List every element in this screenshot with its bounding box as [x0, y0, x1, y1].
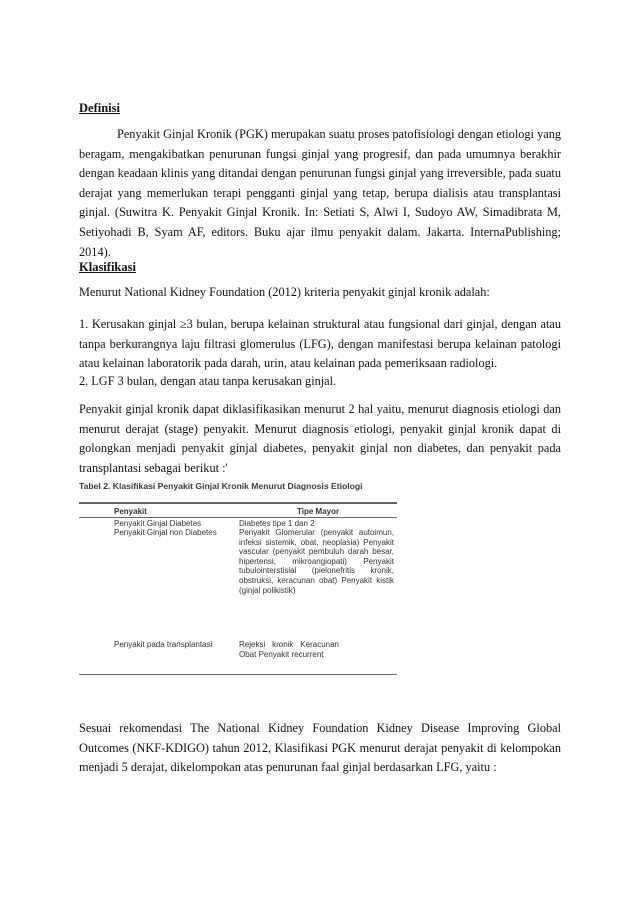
table-cell-non-diabetes: Penyakit Ginjal non Diabetes [114, 528, 217, 537]
klasifikasi-heading: Klasifikasi [79, 260, 136, 274]
rekomendasi-paragraph: Sesuai rekomendasi The National Kidney Foundation Kidney Disease Improving Global Outcomes (NKF-KDIGO) tahun 2012, Klasifikasi PGK menurut derajat penyakit di kelompokan menjadi 5 derajat, dikelompokan atas penurunan faal ginjal berdasarkan LFG, yaitu : [79, 721, 561, 775]
table-top-rule [79, 502, 397, 504]
criterion-2: 2. LGF 3 bulan, dengan atau tanpa kerusakan ginjal. [79, 374, 337, 388]
table-cell-diabetes: Penyakit Ginjal Diabetes [114, 519, 202, 528]
classification-paragraph: Penyakit ginjal kronik dapat diklasifikasikan menurut 2 hal yaitu, menurut diagnosis etiologi dan menurut derajat (stage) penyakit. Menurut diagnosis etiologi, penyakit ginjal kronik dapat di golongkan menjadi penyakit ginjal diabetes, penyakit ginjal non diabetes, dan penyakit pada transplantasi sebagai berikut :' [79, 402, 561, 475]
table-bottom-rule [79, 674, 397, 675]
etiology-table [79, 481, 399, 681]
definisi-heading: Definisi [79, 101, 120, 115]
table-header-rule [79, 517, 397, 518]
table-cell-transplantasi-type: Rejeksi kronik Keracunan Obat Penyakit recurrent [239, 640, 339, 659]
klasifikasi-intro: Menurut National Kidney Foundation (2012) kriteria penyakit ginjal kronik adalah: [79, 285, 490, 299]
table-header-tipe: Tipe Mayor [297, 507, 340, 516]
definisi-text: Penyakit Ginjal Kronik (PGK) merupakan suatu proses patofisiologi dengan etiologi yang beragam, mengakibatkan penurunan fungsi ginjal yang progresif, dan pada umumnya berakhir dengan keadaan klinis yang ditandai dengan penurunan fungsi ginjal yang irreversible, pada suatu derajat yang memerlukan terapi pengganti ginjal yang tetap, berupa dialisis atau transplantasi ginjal. (Suwitra K. Penyakit Ginjal Kronik. In: Setiati S, Alwi I, Sudoyo AW, Simadibrata M, Setiyohadi B, Syam AF, editors. Buku ajar ilmu penyakit dalam. Jakarta. InternaPublishing; 2014). [79, 127, 561, 259]
table-cell-transplantasi: Penyakit pada transplantasi [114, 640, 213, 649]
table-cell-diabetes-type: Diabetes tipe 1 dan 2 [239, 519, 315, 528]
definisi-paragraph [79, 125, 561, 262]
table-cell-non-diabetes-type: Penyakit Glomerular (penyakit autoimun, infeksi sistemik, obat, neoplasia) Penyakit vascular (penyakit pembuluh darah besar, hipertensi, mikroangiopati) Penyakit tubulointerstisial (pielonefritis kronik, obstruksi, keracunan obat) Penyakit kistik (ginjal polikistik) [239, 528, 394, 595]
table-caption: Tabel 2. Klasifikasi Penyakit Ginjal Kronik Menurut Diagnosis Etiologi [79, 481, 363, 491]
table-header-penyakit: Penyakit [114, 507, 147, 516]
criterion-1: 1. Kerusakan ginjal ≥3 bulan, berupa kelainan struktural atau fungsional dari ginjal, dengan atau tanpa berkurangnya laju filtrasi glomerulus (LFG), dengan manifestasi berupa kelainan patologi atau kelainan laboratorik pada darah, urin, atau kelainan pada pemeriksaan radiologi. [79, 317, 561, 371]
